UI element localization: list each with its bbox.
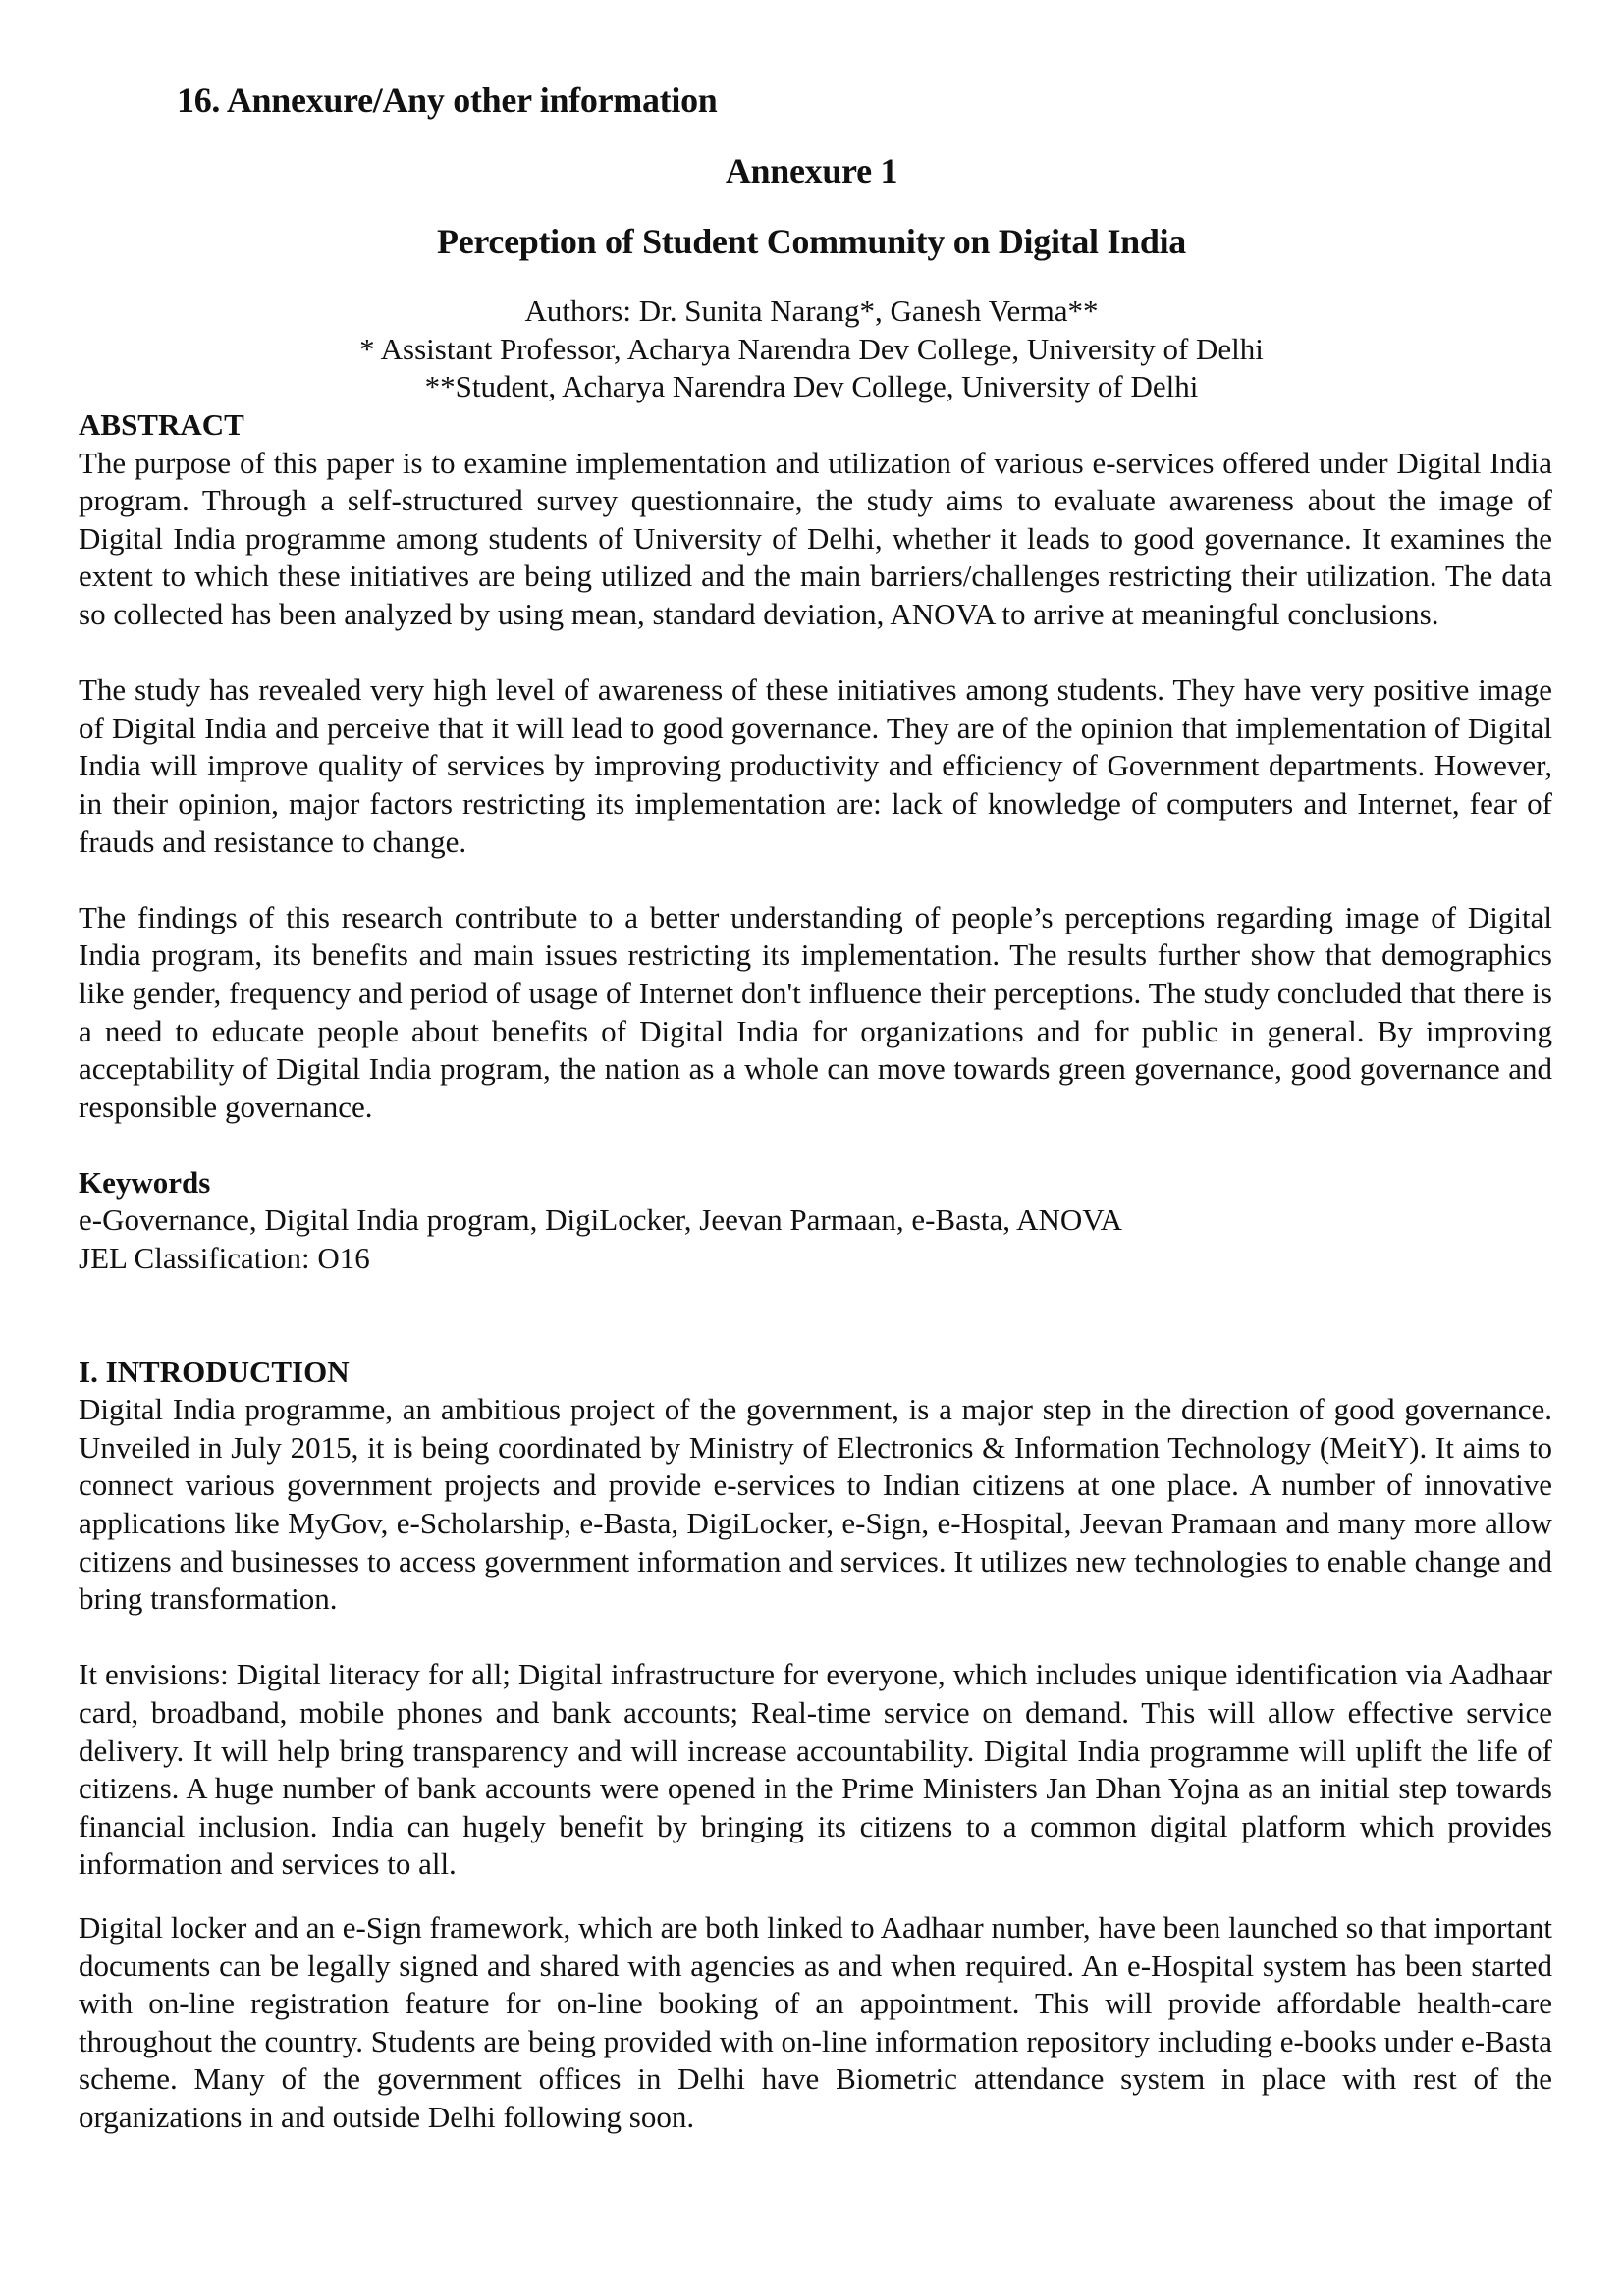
body-text (79, 406, 1552, 2137)
abstract-paragraph-2: The study has revealed very high level of awareness of these initiatives among students. They have very positive image of Digital India and perceive that it will lead to good governance. They are of the opinion that implementation of Digital India will improve quality of services by improving productivity and efficiency of Government departments. However, in their opinion, major factors restricting its implementation are: lack of knowledge of computers and Internet, fear of frauds and resistance to change. (79, 672, 1552, 859)
introduction-paragraph-2: It envisions: Digital literacy for all; Digital infrastructure for everyone, which includes unique identification via Aadhaar card, broadband, mobile phones and bank accounts; Real-time service on demand. This will allow effective service delivery. It will help bring transparency and will increase accountability. Digital India programme will uplift the life of citizens. A huge number of bank accounts were opened in the Prime Ministers Jan Dhan Yojna as an initial step towards financial inclusion. India can hugely benefit by bringing its citizens to a common digital platform which provides information and services to all. (79, 1657, 1552, 1882)
jel-classification: JEL Classification: O16 (79, 1241, 370, 1276)
keywords-heading: Keywords (79, 1164, 211, 1200)
abstract-paragraph-1: The purpose of this paper is to examine implementation and utilization of various e-services offered under Digital India program. Through a self-structured survey questionnaire, the study aims to evaluate awareness about the image of Digital India programme among students of University of Delhi, whether it leads to good governance. It examines the extent to which these initiatives are being utilized and the main barriers/challenges restricting their utilization. The data so collected has been analyzed by using mean, standard deviation, ANOVA to arrive at meaningful conclusions. (79, 445, 1552, 631)
section-heading: 16. Annexure/Any other information (177, 80, 718, 120)
author-block (0, 293, 1623, 406)
introduction-paragraph-1: Digital India programme, an ambitious project of the government, is a major step in the direction of good governance. Unveiled in July 2015, it is being coordinated by Ministry of Electronics & Information Technology (MeitY). It aims to connect various government projects and provide e-services to Indian citizens at one place. A number of innovative applications like MyGov, e-Scholarship, e-Basta, DigiLocker, e-Sign, e-Hospital, Jeevan Pramaan and many more allow citizens and businesses to access government information and services. It utilizes new technologies to enable change and bring transformation. (79, 1392, 1552, 1617)
authors-line: Authors: Dr. Sunita Narang*, Ganesh Verma** (524, 294, 1099, 328)
abstract-paragraph-3: The findings of this research contribute to a better understanding of people’s perceptions regarding image of Digital India program, its benefits and main issues restricting its implementation. The results further show that demographics like gender, frequency and period of usage of Internet don't influence their perceptions. The study concluded that there is a need to educate people about benefits of Digital India for organizations and for public in general. By improving acceptability of Digital India program, the nation as a whole can move towards green governance, good governance and responsible governance. (79, 899, 1552, 1124)
abstract-heading: ABSTRACT (79, 407, 244, 442)
keywords-list: e-Governance, Digital India program, DigiLocker, Jeevan Parmaan, e-Basta, ANOVA (79, 1202, 1123, 1238)
annexure-label: Annexure 1 (725, 151, 898, 190)
paper-title: Perception of Student Community on Digital India (437, 222, 1186, 261)
introduction-paragraph-3: Digital locker and an e-Sign framework, which are both linked to Aadhaar number, have been launched so that important documents can be legally signed and shared with agencies as and when required. An e-Hospital system has been started with on-line registration feature for on-line booking of an appointment. This will provide affordable health-care throughout the country. Students are being provided with on-line information repository including e-books under e-Basta scheme. Many of the government offices in Delhi have Biometric attendance system in place with rest of the organizations in and outside Delhi following soon. (79, 1909, 1552, 2134)
affiliation-2: **Student, Acharya Narendra Dev College, University of Delhi (424, 369, 1199, 404)
affiliation-1: * Assistant Professor, Acharya Narendra Dev College, University of Delhi (359, 331, 1264, 366)
introduction-heading: I. INTRODUCTION (79, 1354, 350, 1389)
